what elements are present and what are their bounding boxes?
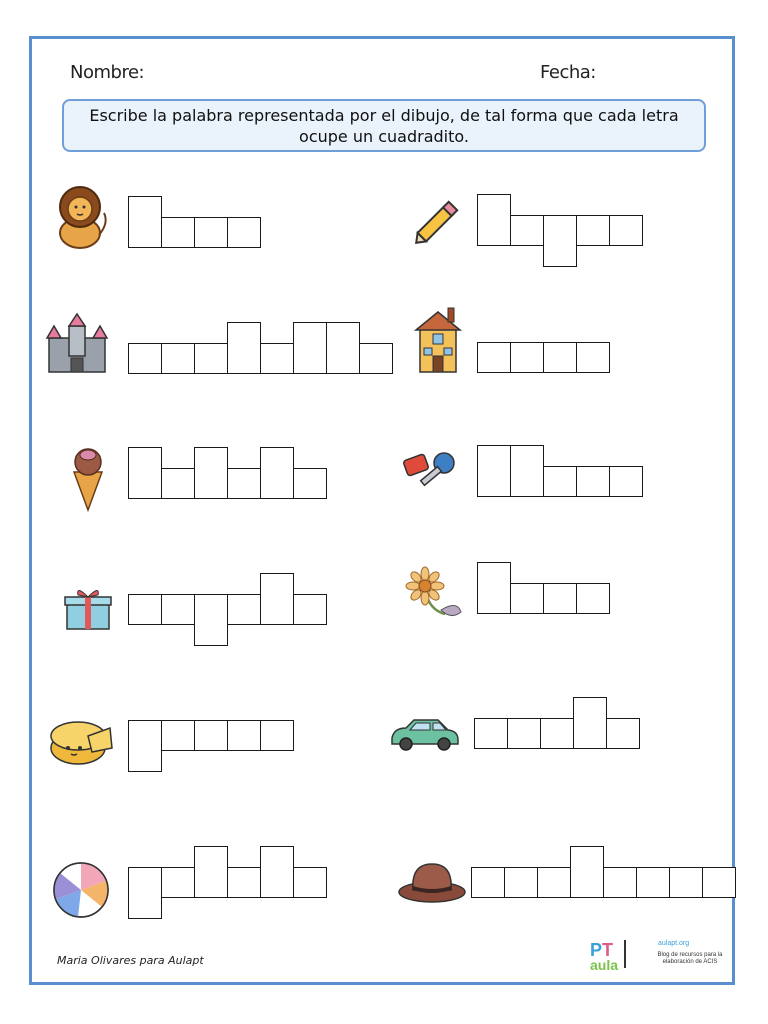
letter-box[interactable] <box>609 466 643 497</box>
letter-box[interactable] <box>227 720 261 751</box>
letter-box[interactable] <box>128 196 162 248</box>
letter-box[interactable] <box>510 342 544 373</box>
letter-box[interactable] <box>194 594 228 646</box>
letter-box[interactable] <box>510 215 544 246</box>
letter-box[interactable] <box>227 594 261 625</box>
letter-box[interactable] <box>260 720 294 751</box>
letter-box[interactable] <box>128 594 162 625</box>
logo-tagline: Blog de recursos para la elaboración de ACIS <box>657 952 723 965</box>
letter-box[interactable] <box>507 718 541 749</box>
letter-box[interactable] <box>227 217 261 248</box>
letter-box[interactable] <box>227 468 261 499</box>
letter-box[interactable] <box>326 322 360 374</box>
letter-box[interactable] <box>477 194 511 246</box>
letter-box[interactable] <box>576 215 610 246</box>
letter-box[interactable] <box>128 720 162 772</box>
letter-box[interactable] <box>161 720 195 751</box>
letter-box[interactable] <box>161 468 195 499</box>
letter-box[interactable] <box>477 562 511 614</box>
letter-box[interactable] <box>128 867 162 919</box>
letter-box[interactable] <box>227 867 261 898</box>
letter-box[interactable] <box>540 718 574 749</box>
letter-box[interactable] <box>576 342 610 373</box>
letter-box[interactable] <box>194 343 228 374</box>
letter-box[interactable] <box>510 583 544 614</box>
letter-box[interactable] <box>161 343 195 374</box>
letter-box[interactable] <box>543 466 577 497</box>
svg-text:aula: aula <box>590 957 619 972</box>
letter-box[interactable] <box>359 343 393 374</box>
letter-box[interactable] <box>293 468 327 499</box>
letter-box[interactable] <box>293 322 327 374</box>
letter-box[interactable] <box>504 867 538 898</box>
letter-box[interactable] <box>669 867 703 898</box>
letter-box[interactable] <box>543 342 577 373</box>
letter-box[interactable] <box>543 215 577 267</box>
letter-box[interactable] <box>194 447 228 499</box>
instruction-text: Escribe la palabra representada por el dibujo, de tal forma que cada letra ocupe un cuadradito. <box>89 105 679 146</box>
letter-box[interactable] <box>603 867 637 898</box>
letter-box[interactable] <box>510 445 544 497</box>
letter-box[interactable] <box>609 215 643 246</box>
letter-box[interactable] <box>636 867 670 898</box>
letter-box[interactable] <box>260 343 294 374</box>
letter-box[interactable] <box>293 594 327 625</box>
letter-box[interactable] <box>477 342 511 373</box>
logo-site: aulapt.org <box>658 940 690 947</box>
letter-box[interactable] <box>194 217 228 248</box>
letter-box[interactable] <box>576 583 610 614</box>
svg-text:P: P <box>590 940 603 960</box>
letter-box[interactable] <box>471 867 505 898</box>
letter-box[interactable] <box>537 867 571 898</box>
letter-box[interactable] <box>161 594 195 625</box>
letter-box[interactable] <box>606 718 640 749</box>
svg-text:T: T <box>602 940 613 960</box>
name-label: Nombre: <box>70 62 145 83</box>
letter-box[interactable] <box>474 718 508 749</box>
date-label: Fecha: <box>540 62 596 83</box>
letter-box[interactable] <box>128 447 162 499</box>
letter-box[interactable] <box>260 573 294 625</box>
letter-box[interactable] <box>194 846 228 898</box>
letter-box[interactable] <box>194 720 228 751</box>
letter-box[interactable] <box>227 322 261 374</box>
letter-box[interactable] <box>161 867 195 898</box>
letter-box[interactable] <box>576 466 610 497</box>
letter-box[interactable] <box>702 867 736 898</box>
letter-box[interactable] <box>128 343 162 374</box>
letter-box[interactable] <box>161 217 195 248</box>
credit-text: Maria Olivares para Aulapt <box>57 954 204 967</box>
letter-box[interactable] <box>293 867 327 898</box>
letter-box[interactable] <box>260 447 294 499</box>
letter-box[interactable] <box>477 445 511 497</box>
letter-box[interactable] <box>573 697 607 749</box>
letter-box[interactable] <box>570 846 604 898</box>
letter-box[interactable] <box>260 846 294 898</box>
letter-box[interactable] <box>543 583 577 614</box>
